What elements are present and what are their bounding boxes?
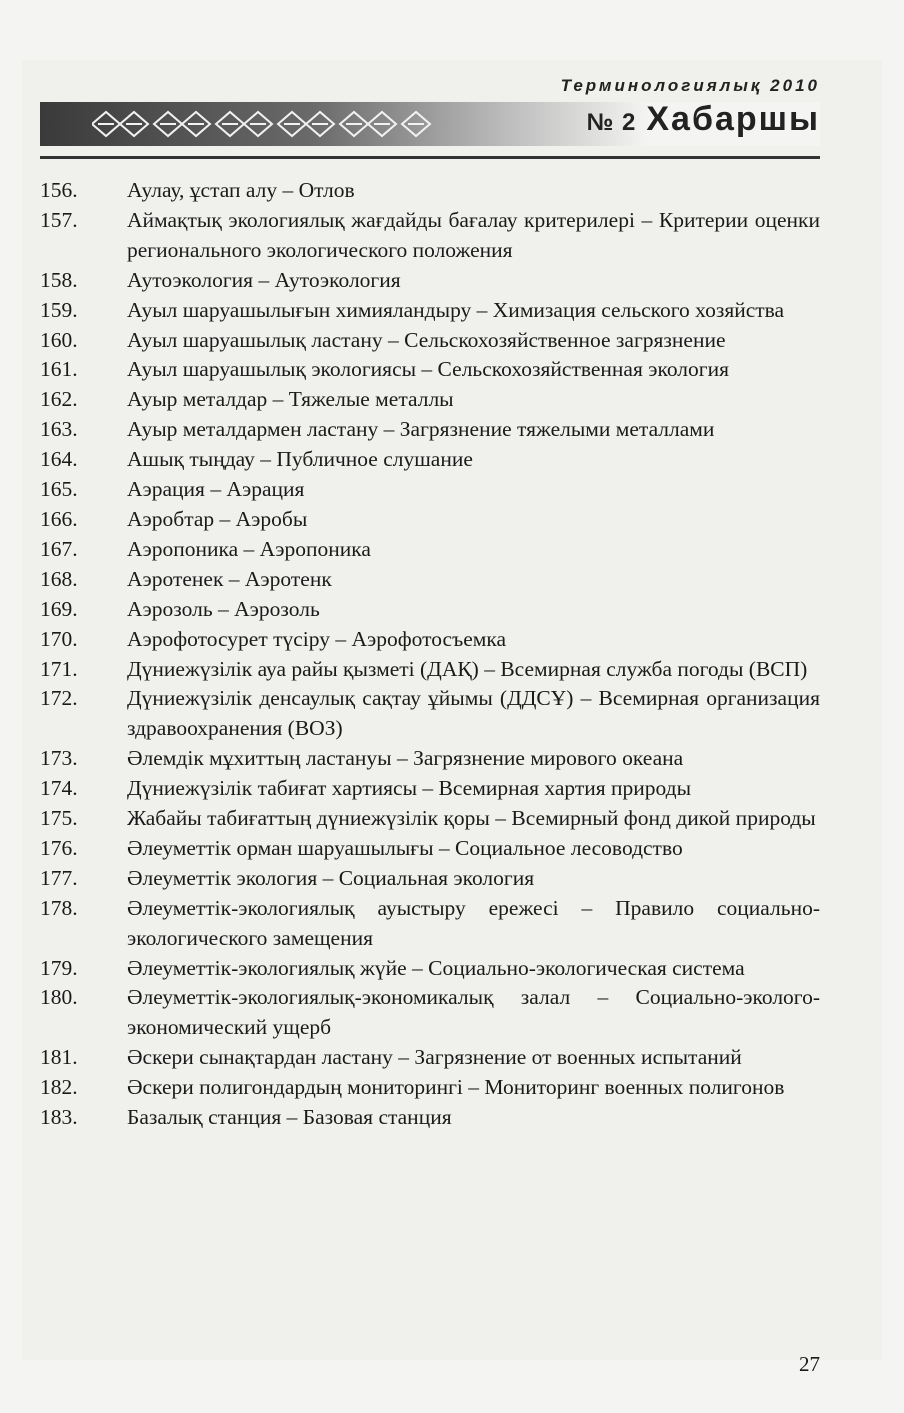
- list-item: [40, 355, 820, 385]
- entry-text: Ауыл шаруашылық экологиясы – Сельскохозяйственная экология: [127, 357, 729, 382]
- entry-text: Аулау, ұстап алу – Отлов: [127, 178, 355, 202]
- list-item: [40, 894, 820, 954]
- issue-number: № 2: [586, 109, 637, 136]
- list-item: [40, 655, 820, 685]
- entry-text: Әлемдік мұхиттың ластануы – Загрязнение мирового океана: [127, 746, 684, 771]
- entry-number: 167.: [40, 536, 78, 561]
- entry-number: 163.: [40, 417, 78, 442]
- entry-text: Ауыл шаруашылығын химияландыру – Химизация сельского хозяйства: [127, 297, 785, 322]
- journal-title: Терминологиялық 2010: [560, 76, 820, 95]
- entry-number: 161.: [40, 357, 78, 382]
- entry-number: 172.: [40, 686, 78, 711]
- list-item: [40, 625, 820, 655]
- list-item: [40, 176, 820, 206]
- entry-text: Дүниежүзілік денсаулық сақтау ұйымы (ДДСҰ) – Всемирная организация здравоохранения (ВОЗ): [127, 686, 820, 741]
- entry-text: Аэрация – Аэрация: [127, 477, 305, 502]
- list-item: [40, 296, 820, 326]
- entry-number: 180.: [40, 985, 78, 1010]
- entry-number: 159.: [40, 297, 78, 322]
- entry-number: 171.: [40, 656, 78, 681]
- entry-number: 183.: [40, 1105, 78, 1130]
- entry-number: 177.: [40, 865, 78, 890]
- list-item: [40, 326, 820, 356]
- entry-number: 182.: [40, 1075, 78, 1100]
- list-item: [40, 565, 820, 595]
- entry-number: 165.: [40, 477, 78, 502]
- list-item: [40, 804, 820, 834]
- entry-number: 170.: [40, 626, 78, 651]
- header-rule: [40, 156, 820, 159]
- entry-text: Аутоэкология – Аутоэкология: [127, 267, 401, 292]
- entry-text: Дүниежүзілік табиғат хартиясы – Всемирная хартия природы: [127, 776, 692, 801]
- list-item: [40, 1103, 820, 1133]
- entry-text: Аэрозоль – Аэрозоль: [127, 596, 320, 621]
- entry-number: 169.: [40, 596, 78, 621]
- entry-text: Әлеуметтік-экологиялық-экономикалық залал – Социально-эколого-экономический ущерб: [127, 985, 820, 1040]
- entry-text: Аэробтар – Аэробы: [127, 506, 308, 531]
- entry-number: 164.: [40, 447, 78, 472]
- journal-name: Хабаршы: [646, 100, 820, 138]
- issue-title: [587, 100, 820, 139]
- entry-number: 175.: [40, 806, 78, 831]
- list-item: [40, 864, 820, 894]
- list-item: [40, 445, 820, 475]
- glossary-list: [40, 176, 820, 1133]
- list-item: [40, 954, 820, 984]
- entry-text: Ашық тыңдау – Публичное слушание: [127, 447, 473, 472]
- entry-number: 168.: [40, 566, 78, 591]
- ornament-icon: [92, 106, 432, 142]
- entry-text: Әлеуметтік-экологиялық ауыстыру ережесі – Правило социально-экологического замещения: [127, 895, 820, 950]
- list-item: [40, 1043, 820, 1073]
- entry-text: Жабайы табиғаттың дүниежүзілік қоры – Всемирный фонд дикой природы: [127, 806, 816, 831]
- page-number: 27: [799, 1352, 820, 1376]
- list-item: [40, 744, 820, 774]
- entry-number: 162.: [40, 387, 78, 412]
- list-item: [40, 475, 820, 505]
- list-item: [40, 684, 820, 744]
- list-item: [40, 415, 820, 445]
- entry-number: 173.: [40, 746, 78, 771]
- entry-number: 158.: [40, 267, 78, 292]
- entry-text: Базалық станция – Базовая станция: [127, 1105, 452, 1130]
- list-item: [40, 595, 820, 625]
- entry-text: Әлеуметтік орман шаруашылығы – Социальное лесоводство: [127, 835, 683, 860]
- entry-number: 174.: [40, 776, 78, 801]
- list-item: [40, 1073, 820, 1103]
- list-item: [40, 266, 820, 296]
- entry-text: Дүниежүзілік ауа райы қызметі (ДАҚ) – Всемирная служба погоды (ВСП): [127, 656, 808, 681]
- entry-text: Аэрофотосурет түсіру – Аэрофотосъемка: [127, 626, 507, 651]
- list-item: [40, 535, 820, 565]
- entry-text: Ауыр металдар – Тяжелые металлы: [127, 387, 454, 412]
- entry-number: 166.: [40, 506, 78, 531]
- page-header: [40, 70, 820, 160]
- entry-number: 157.: [40, 207, 78, 232]
- list-item: [40, 385, 820, 415]
- list-item: [40, 774, 820, 804]
- entry-text: Аэротенек – Аэротенк: [127, 566, 332, 591]
- entry-text: Аэропоника – Аэропоника: [127, 536, 371, 561]
- entry-number: 160.: [40, 327, 78, 352]
- entry-text: Әлеуметтік экология – Социальная экология: [127, 865, 535, 890]
- list-item: [40, 505, 820, 535]
- entry-text: Әскери полигондардың мониторингі – Мониторинг военных полигонов: [127, 1075, 785, 1100]
- entry-number: 156.: [40, 178, 78, 202]
- entry-number: 178.: [40, 895, 78, 920]
- entry-text: Әлеуметтік-экологиялық жүйе – Социально-экологическая система: [127, 955, 745, 980]
- list-item: [40, 983, 820, 1043]
- entry-text: Ауыл шаруашылық ластану – Сельскохозяйственное загрязнение: [127, 327, 726, 352]
- entry-text: Аймақтық экологиялық жағдайды бағалау критерилері – Критерии оценки регионального экологического положения: [127, 207, 820, 262]
- entry-number: 179.: [40, 955, 78, 980]
- entry-text: Ауыр металдармен ластану – Загрязнение тяжелыми металлами: [127, 417, 715, 442]
- list-item: [40, 206, 820, 266]
- list-item: [40, 834, 820, 864]
- entry-text: Әскери сынақтардан ластану – Загрязнение от военных испытаний: [127, 1045, 742, 1070]
- entry-number: 176.: [40, 835, 78, 860]
- entry-number: 181.: [40, 1045, 78, 1070]
